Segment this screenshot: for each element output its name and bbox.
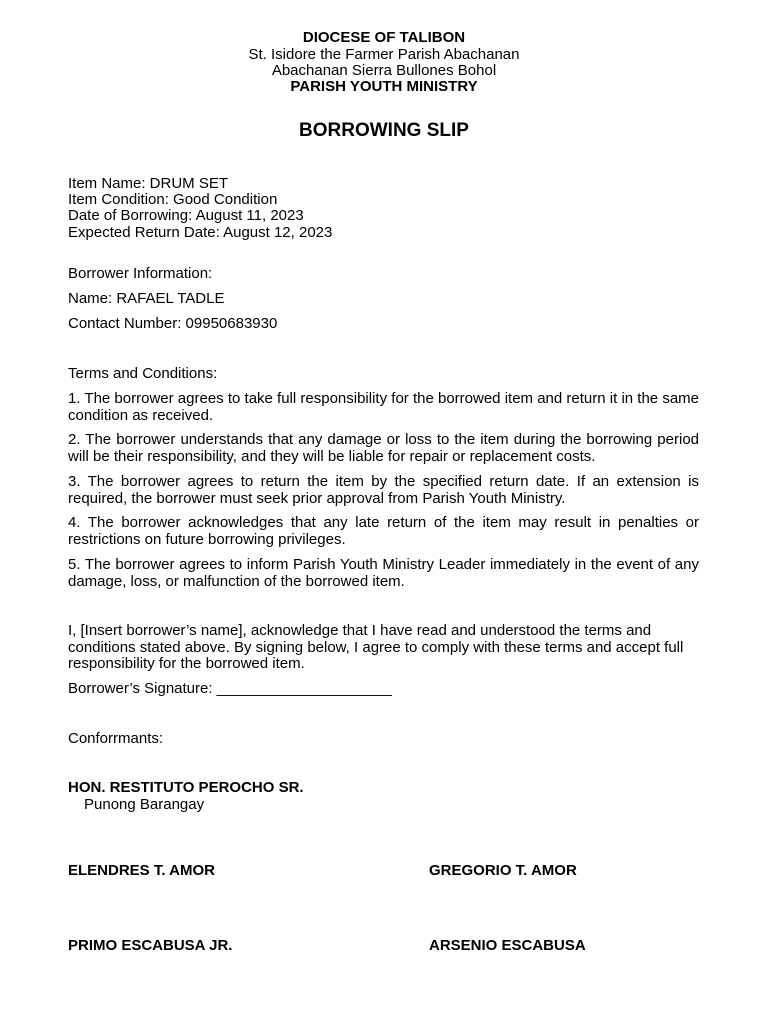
term-item: 5. The borrower agrees to inform Parish Youth Ministry Leader immediately in the event of any damage, loss, or malfunction of the borrowed item. — [68, 556, 699, 590]
item-condition: Item Condition: Good Condition — [68, 191, 278, 208]
conformant-title: Punong Barangay — [84, 796, 205, 813]
conformant-name: ELENDRES T. AMOR — [68, 862, 215, 879]
parish-address: Abachanan Sierra Bullones Bohol — [271, 62, 497, 79]
term-item: 3. The borrower agrees to return the item by the specified return date. If an extension is required, the borrower must seek prior approval from Parish Youth Ministry. — [68, 473, 699, 507]
conformant-name: GREGORIO T. AMOR — [429, 862, 577, 879]
expected-return-date: Expected Return Date: August 12, 2023 — [68, 224, 333, 241]
parish-name: St. Isidore the Farmer Parish Abachanan — [248, 46, 520, 63]
signature-line: Borrower’s Signature: _____________________ — [68, 680, 392, 697]
conformant-name: PRIMO ESCABUSA JR. — [68, 937, 233, 954]
borrower-name: Name: RAFAEL TADLE — [68, 290, 225, 307]
term-item: 4. The borrower acknowledges that any late return of the item may result in penalties or restrictions on future borrowing privileges. — [68, 514, 699, 548]
terms-heading: Terms and Conditions: — [68, 365, 218, 382]
borrower-contact: Contact Number: 09950683930 — [68, 315, 278, 332]
diocese-heading: DIOCESE OF TALIBON — [302, 29, 466, 46]
date-of-borrowing: Date of Borrowing: August 11, 2023 — [68, 207, 304, 224]
borrower-info-heading: Borrower Information: — [68, 265, 213, 282]
page-title: BORROWING SLIP — [299, 120, 469, 141]
item-name: Item Name: DRUM SET — [68, 175, 229, 192]
conformant-name: HON. RESTITUTO PEROCHO SR. — [68, 779, 304, 796]
term-item: 2. The borrower understands that any damage or loss to the item during the borrowing period will be their responsibility, and they will be liable for repair or replacement costs. — [68, 431, 699, 465]
conformant-name: ARSENIO ESCABUSA — [429, 937, 586, 954]
acknowledgement-paragraph: I, [Insert borrower’s name], acknowledge that I have read and understood the terms and conditions stated above. By signing below, I agree to comply with these terms and accept full responsibility for the borrowed item. — [68, 622, 684, 672]
term-item: 1. The borrower agrees to take full responsibility for the borrowed item and return it in the same condition as received. — [68, 390, 699, 424]
ministry-heading: PARISH YOUTH MINISTRY — [290, 78, 478, 95]
conformants-heading: Conforrmants: — [68, 730, 164, 747]
